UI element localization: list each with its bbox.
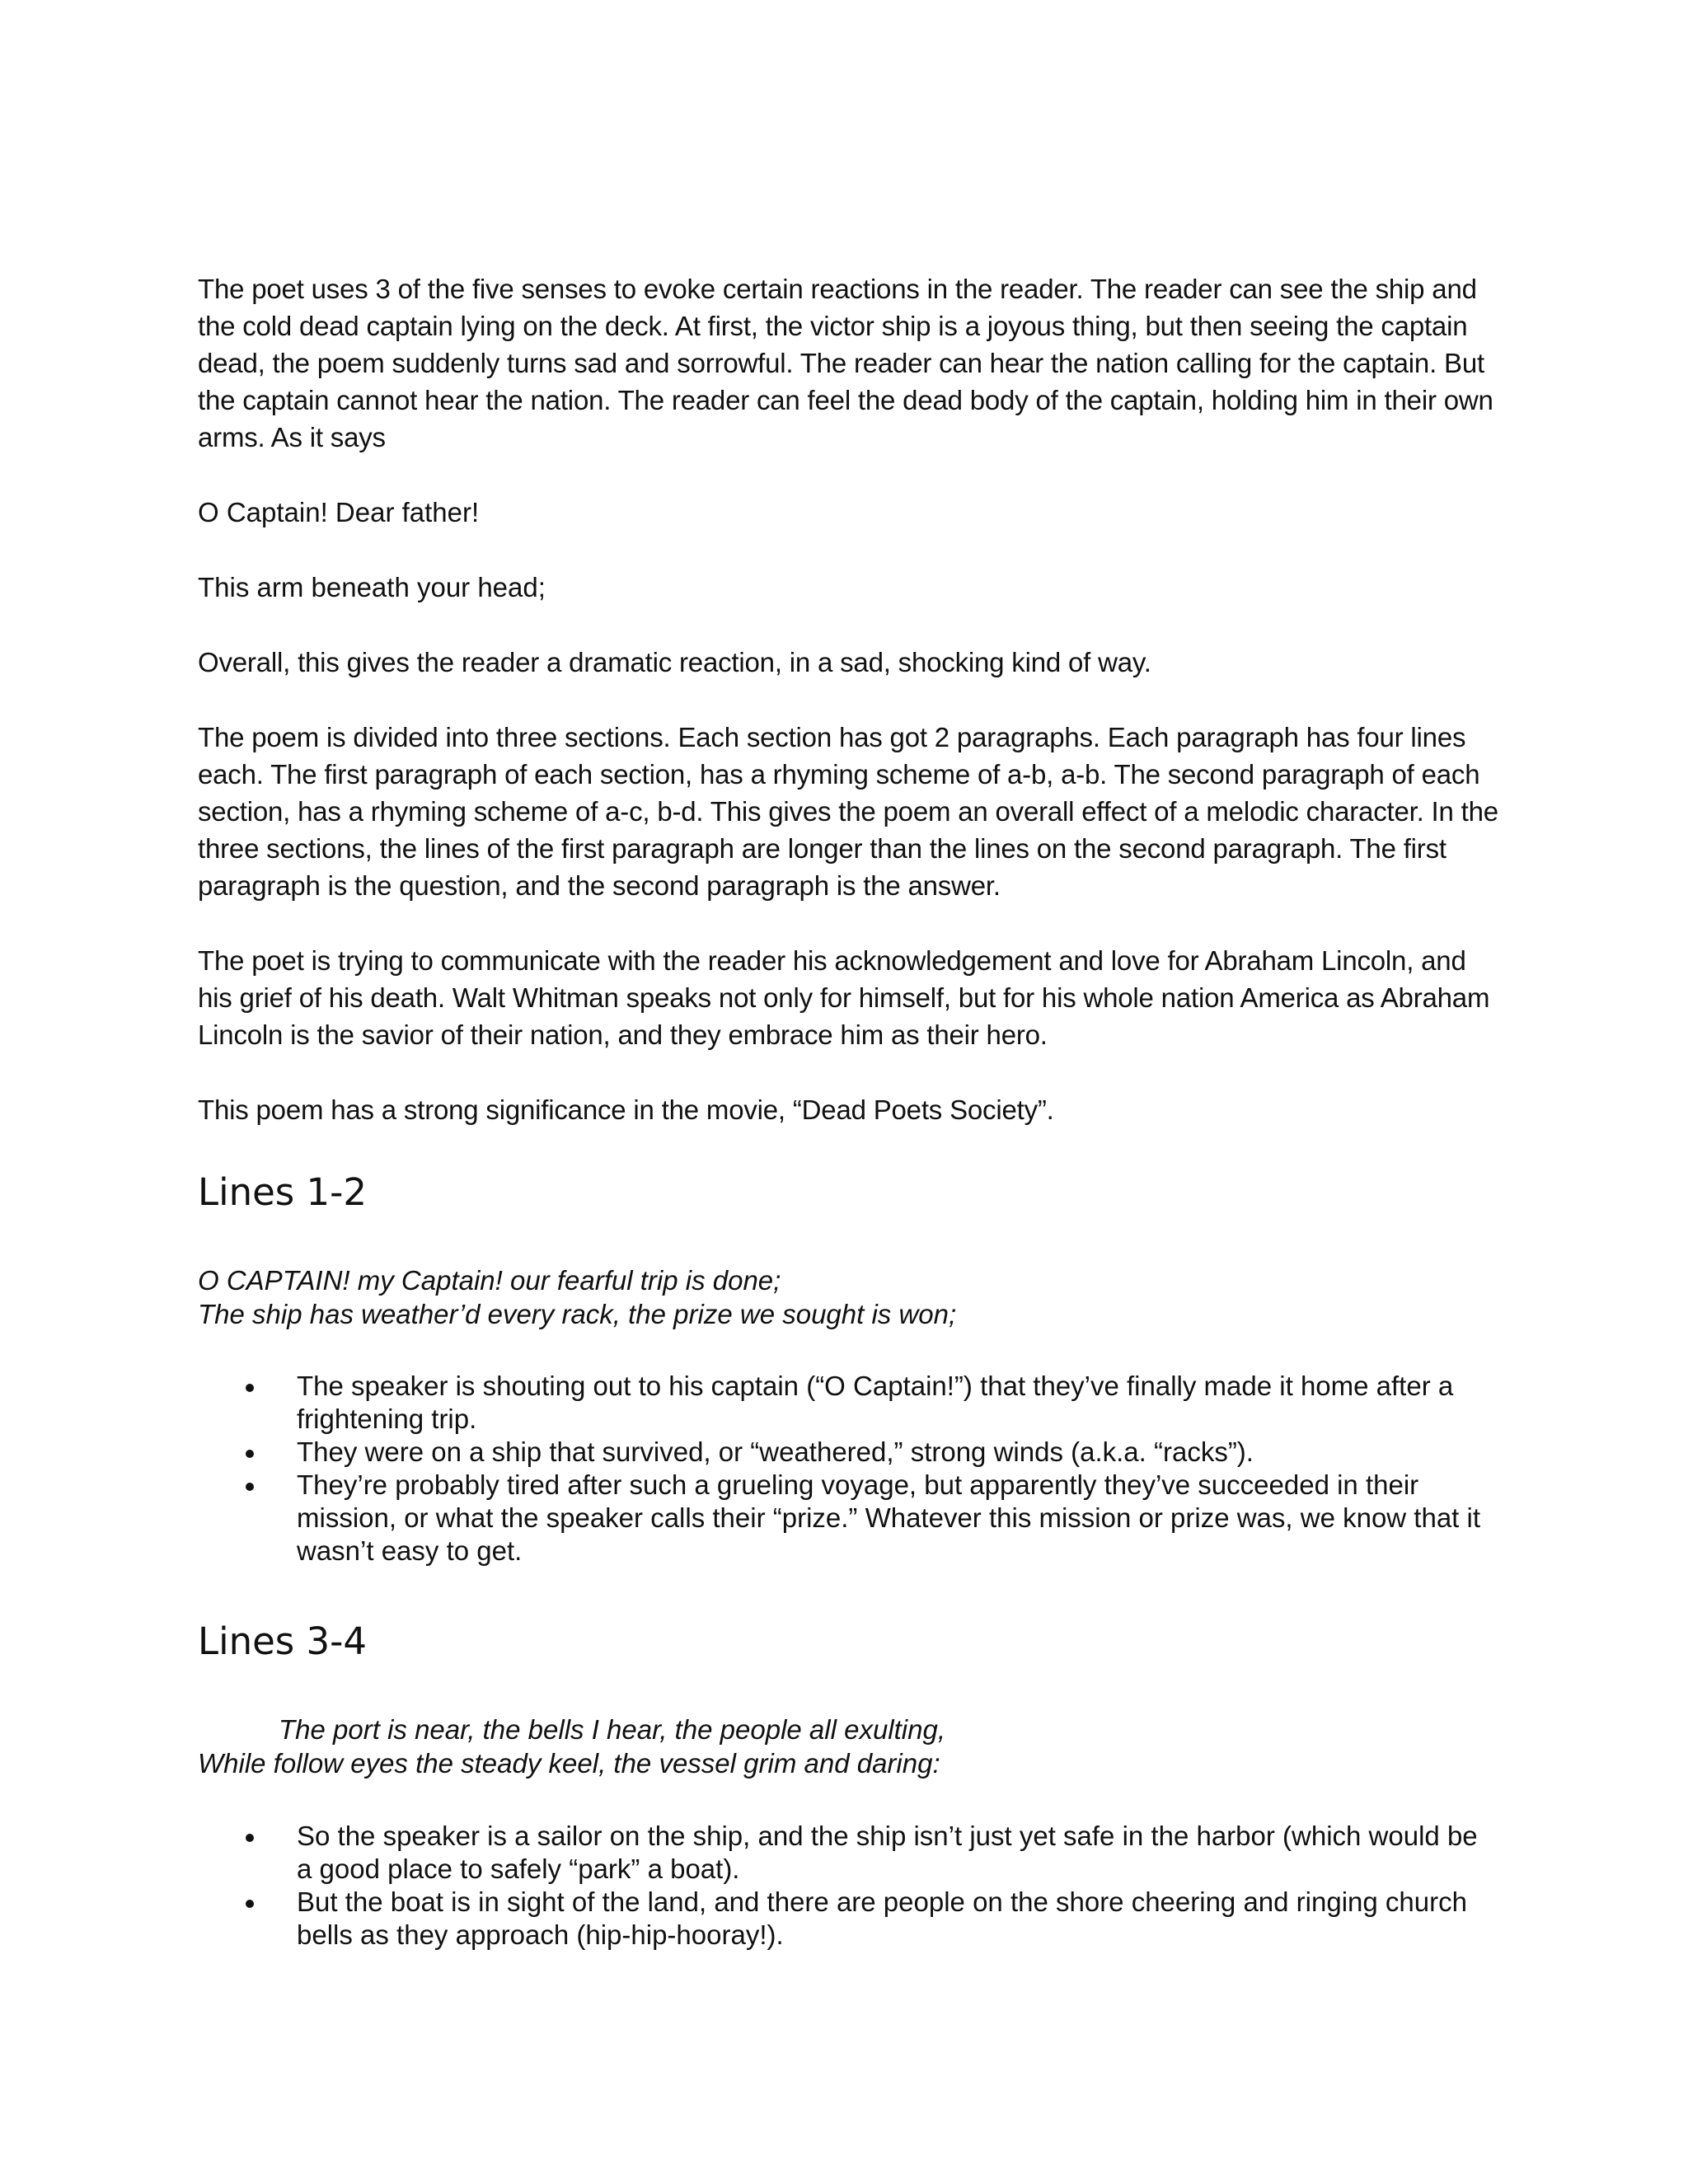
bullet-icon xyxy=(246,1834,254,1842)
poem-line: The port is near, the bells I hear, the people all exulting, xyxy=(279,1714,946,1745)
intro-paragraph-senses: The poet uses 3 of the five senses to evoke certain reactions in the reader. The reader can see the ship and the cold dead captain lying on the deck. At first, the victor ship is a joyous thing, but then seeing the captain dead, the poem suddenly turns sad and sorrowful. The reader can hear the nation calling for the captain. But the captain cannot hear the nation. The reader can feel the dead body of the captain, holding him in their own arms. As it says xyxy=(198,274,1493,452)
bullet-icon xyxy=(246,1384,254,1392)
poem-excerpt-lines-1-2 xyxy=(198,1263,956,1331)
intro-paragraph-structure: The poem is divided into three sections. Each section has got 2 paragraphs. Each paragraph has four lines each. The first paragraph of each section, has a rhyming scheme of a-b, a-b. The second paragraph of each section, has a rhyming scheme of a-c, b-d. This gives the poem an overall effect of a melodic character. In the three sections, the lines of the first paragraph are longer than the lines on the second paragraph. The first paragraph is the question, and the second paragraph is the answer. xyxy=(198,722,1498,901)
list-item: They were on a ship that survived, or “weathered,” strong winds (a.k.a. “racks”). xyxy=(198,1436,1484,1469)
bullet-icon xyxy=(246,1900,254,1908)
intro-paragraph-significance: This poem has a strong significance in the movie, “Dead Poets Society”. xyxy=(198,1094,1054,1125)
poem-line: While follow eyes the steady keel, the vessel grim and daring: xyxy=(198,1748,940,1779)
list-item: The speaker is shouting out to his captain (“O Captain!”) that they’ve finally made it home after a frightening trip. xyxy=(198,1370,1484,1436)
quote-line-arm-beneath: This arm beneath your head; xyxy=(198,572,546,602)
poem-excerpt-lines-3-4 xyxy=(198,1713,945,1780)
bullet-icon xyxy=(246,1483,254,1491)
bullet-list-lines-1-2 xyxy=(198,1370,1484,1568)
poem-line: O CAPTAIN! my Captain! our fearful trip is done; xyxy=(198,1265,781,1296)
poem-line: The ship has weather’d every rack, the prize we sought is won; xyxy=(198,1299,957,1329)
section-heading-lines-3-4: Lines 3-4 xyxy=(198,1619,368,1663)
list-item: They’re probably tired after such a grueling voyage, but apparently they’ve succeeded in their mission, or what the speaker calls their “prize.” Whatever this mission or prize was, we know that it wasn’t easy to get. xyxy=(198,1469,1484,1568)
bullet-list-lines-3-4 xyxy=(198,1820,1484,1952)
intro-paragraph-communicate: The poet is trying to communicate with the reader his acknowledgement and love for Abraham Lincoln, and his grief of his death. Walt Whitman speaks not only for himself, but for his whole nation America as Abraham Lincoln is the savior of their nation, and they embrace him as their hero. xyxy=(198,945,1490,1050)
intro-paragraph-overall: Overall, this gives the reader a dramatic reaction, in a sad, shocking kind of way. xyxy=(198,647,1151,677)
document-page xyxy=(198,270,1500,1128)
quote-line-dear-father: O Captain! Dear father! xyxy=(198,497,480,527)
section-heading-lines-1-2: Lines 1-2 xyxy=(198,1170,368,1214)
bullet-icon xyxy=(246,1450,254,1458)
list-item: So the speaker is a sailor on the ship, and the ship isn’t just yet safe in the harbor (which would be a good place to safely “park” a boat). xyxy=(198,1820,1484,1886)
list-item: But the boat is in sight of the land, and there are people on the shore cheering and ringing church bells as they approach (hip-hip-hooray!). xyxy=(198,1886,1484,1952)
